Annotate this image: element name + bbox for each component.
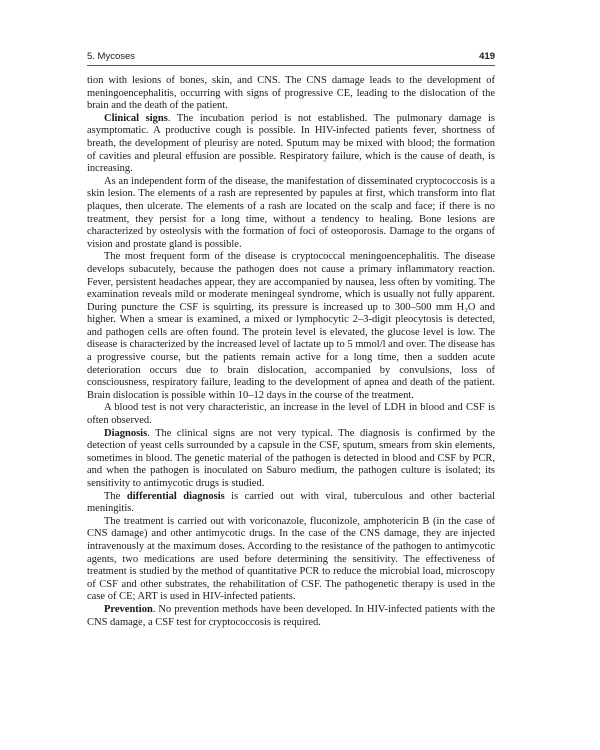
heading-clinical-signs: Clinical signs xyxy=(104,112,168,124)
page-number: 419 xyxy=(479,51,495,62)
paragraph-intro: tion with lesions of bones, skin, and CNS. The CNS damage leads to the development of meningoencephalitis, occurring with signs of progressive CE, leading to the dislocation of the brain and the death of the patient. xyxy=(87,75,495,112)
paragraph-prevention: Prevention. No prevention methods have been developed. In HIV-infected patients with the CNS damage, a CSF test for cryptococcosis is required. xyxy=(87,603,495,628)
heading-diagnosis: Diagnosis xyxy=(104,427,148,439)
paragraph-clinical-signs: Clinical signs. The incubation period is not established. The pulmonary damage is asymptomatic. A productive cough is possible. In HIV-infected patients fever, shortness of breath, the development of pleurisy are noted. Sputum may be mixed with blood; the formation of cavities and pleural effusion are possible. Respiratory failure, which is the cause of death, is increasing. xyxy=(87,112,495,175)
section-title: 5. Mycoses xyxy=(87,51,136,62)
paragraph-differential-diagnosis: The differential diagnosis is carried out with viral, tuberculous and other bacterial meningitis. xyxy=(87,490,495,515)
header-rule xyxy=(87,65,495,66)
page-body xyxy=(87,75,495,629)
heading-prevention: Prevention xyxy=(104,603,153,615)
paragraph-treatment: The treatment is carried out with voriconazole, fluconizole, amphotericin B (in the case of CNS damage) and other antimycotic drugs. In the case of the CNS damage, they are injected intravenously at the maximum doses. According to the resistance of the pathogen to antimycotic agents, two medications are used before determining the sensitivity. The effectiveness of treatment is studied by the method of quantitative PCR to reduce the microbial load, microscopy of CSF and other substrates, the rehabilitation of CSF. The pathogenetic therapy is used in the case of CE; ART is used in HIV-infected patients. xyxy=(87,515,495,603)
paragraph-blood-test: A blood test is not very characteristic, an increase in the level of LDH in blood and CSF is often observed. xyxy=(87,402,495,427)
paragraph-skin-lesion: As an independent form of the disease, the manifestation of disseminated cryptococcosis is a skin lesion. The elements of a rash are represented by papules at first, which transform into flat plaques, then ulcerate. The elements of a rash are located on the scalp and face; if there is no treatment, they persist for a long time, without a tendency to healing. Bone lesions are characterized by osteolysis with the formation of foci of osteoporosis. Damage to the organs of vision and prostate gland is possible. xyxy=(87,175,495,250)
paragraph-meningoencephalitis: The most frequent form of the disease is cryptococcal meningoencephalitis. The disease develops subacutely, because the pathogen does not cause a primary inflammatory reaction. Fever, persistent headaches appear, they are accompanied by nausea, less often by vomiting. The examination reveals mild or moderate meningeal syndrome, which is usually not fully apparent. During puncture the CSF is squirting, its pressure is increased up to 300–500 mm H₂O and higher. When a smear is examined, a mixed or lymphocytic 2–3-digit pleocytosis is detected, and pathogen cells are often found. The protein level is elevated, the glucose level is low. The disease is characterized by the increased level of lactate up to 5 mmol/l and over. The disease has a progressive course, but the patients remain active for a long time, then a sudden acute deterioration occurs due to brain dislocation, accompanied by convulsions, loss of consciousness, respiratory failure, leading to the development of apnea and death of the patient. Brain dislocation is possible within 10–12 days in the course of the treatment. xyxy=(87,251,495,401)
paragraph-diagnosis: Diagnosis. The clinical signs are not very typical. The diagnosis is confirmed by the detection of yeast cells surrounded by a capsule in the CSF, sputum, smears from skin elements, sometimes in blood. The genetic material of the pathogen is detected in blood and CSF by PCR, and when the pathogen is inoculated on Saburo medium, the pathogen culture is isolated; its sensitivity to antimycotic drugs is studied. xyxy=(87,427,495,489)
heading-differential-diagnosis: differential diagnosis xyxy=(126,490,225,502)
page-header xyxy=(87,51,495,65)
